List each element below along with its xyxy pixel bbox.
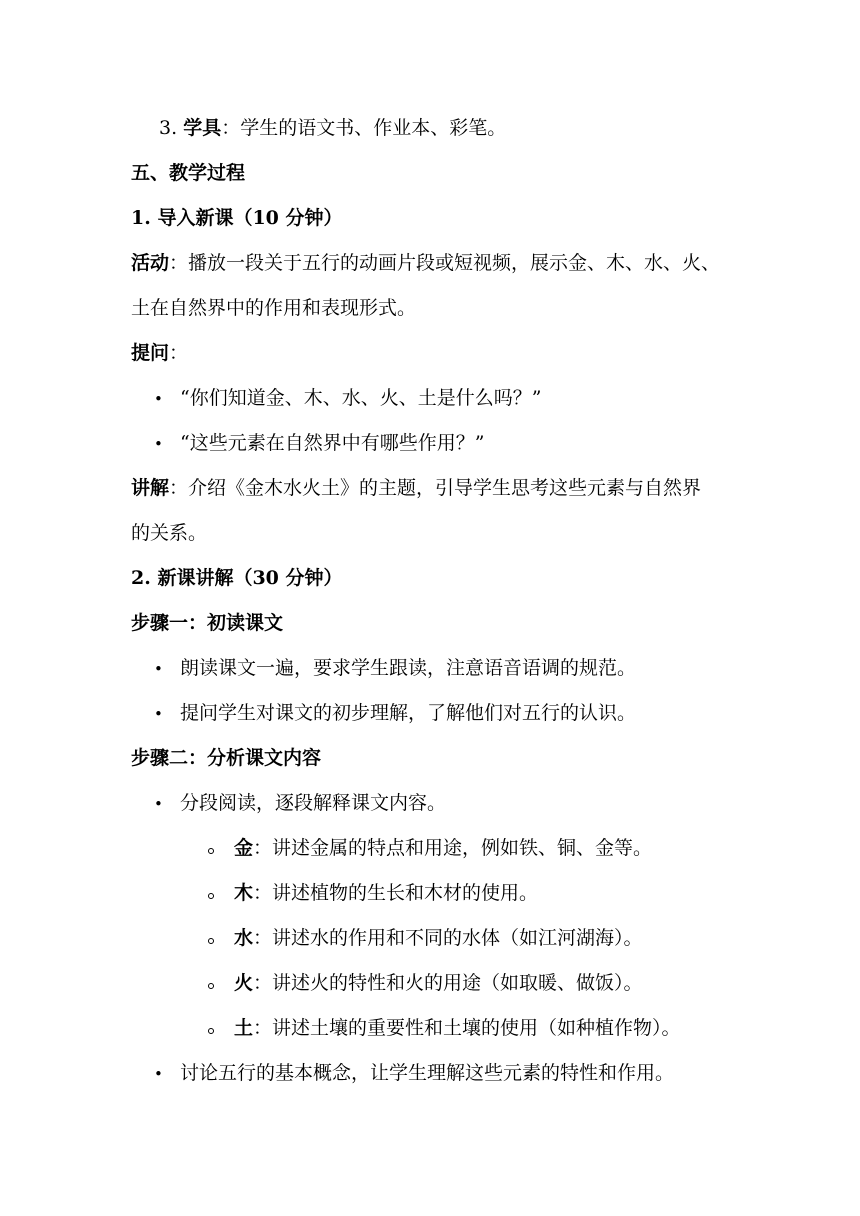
bullet-dot: • bbox=[154, 660, 163, 678]
activity-line-1 bbox=[131, 250, 720, 276]
explain-label: 讲解 bbox=[131, 477, 170, 499]
element-text: ：讲述金属的特点和用途，例如铁、铜、金等。 bbox=[253, 837, 653, 859]
part2-title: 2. 新课讲解（30 分钟） bbox=[131, 567, 343, 589]
element-label: 木 bbox=[234, 882, 254, 904]
bullet-dot: • bbox=[154, 1065, 163, 1083]
explain-text-1: ：介绍《金木水火土》的主题，引导学生思考这些元素与自然界 bbox=[169, 477, 702, 499]
question-label: 提问 bbox=[131, 342, 170, 364]
circle-bullet-icon bbox=[208, 938, 214, 944]
element-label: 水 bbox=[234, 927, 254, 949]
element-item-water bbox=[234, 925, 643, 951]
element-item-gold bbox=[234, 835, 652, 861]
tools-line bbox=[159, 115, 506, 141]
question-item-1: “你们知道金、木、水、火、土是什么吗？” bbox=[180, 387, 542, 409]
explain-line-1 bbox=[131, 475, 701, 501]
element-text: ：讲述火的特性和火的用途（如取暖、做饭）。 bbox=[253, 972, 643, 994]
circle-bullet-icon bbox=[208, 1028, 214, 1034]
question-item-2: “这些元素在自然界中有哪些作用？” bbox=[180, 432, 485, 454]
element-text: ：讲述植物的生长和木材的使用。 bbox=[253, 882, 539, 904]
tools-label: 学具 bbox=[183, 117, 222, 139]
element-label: 土 bbox=[234, 1017, 254, 1039]
question-colon: ： bbox=[169, 342, 189, 364]
part1-title: 1. 导入新课（10 分钟） bbox=[131, 207, 343, 229]
element-item-fire bbox=[234, 970, 643, 996]
circle-bullet-icon bbox=[208, 893, 214, 899]
tools-number: 3. bbox=[159, 117, 178, 139]
activity-text-1: ：播放一段关于五行的动画片段或短视频，展示金、木、水、火、 bbox=[169, 252, 721, 274]
bullet-dot: • bbox=[154, 390, 163, 408]
element-label: 金 bbox=[234, 837, 254, 859]
step2-item-1: 分段阅读，逐段解释课文内容。 bbox=[180, 792, 447, 814]
question-line bbox=[131, 340, 188, 366]
element-label: 火 bbox=[234, 972, 254, 994]
element-text: ：讲述水的作用和不同的水体（如江河湖海）。 bbox=[253, 927, 643, 949]
circle-bullet-icon bbox=[208, 848, 214, 854]
step2-item-2: 讨论五行的基本概念，让学生理解这些元素的特性和作用。 bbox=[180, 1062, 675, 1084]
circle-bullet-icon bbox=[208, 983, 214, 989]
step2-title: 步骤二：分析课文内容 bbox=[131, 747, 322, 769]
tools-text: ：学生的语文书、作业本、彩笔。 bbox=[221, 117, 507, 139]
element-item-earth bbox=[234, 1015, 681, 1041]
section-title: 五、教学过程 bbox=[131, 162, 246, 184]
activity-label: 活动 bbox=[131, 252, 170, 274]
element-text: ：讲述土壤的重要性和土壤的使用（如种植作物）。 bbox=[253, 1017, 681, 1039]
step1-item-2: 提问学生对课文的初步理解，了解他们对五行的认识。 bbox=[180, 702, 637, 724]
step1-item-1: 朗读课文一遍，要求学生跟读，注意语音语调的规范。 bbox=[180, 657, 637, 679]
bullet-dot: • bbox=[154, 795, 163, 813]
element-item-wood bbox=[234, 880, 538, 906]
bullet-dot: • bbox=[154, 435, 163, 453]
activity-line-2: 土在自然界中的作用和表现形式。 bbox=[131, 297, 417, 319]
step1-title: 步骤一：初读课文 bbox=[131, 612, 284, 634]
explain-line-2: 的关系。 bbox=[131, 522, 208, 544]
bullet-dot: • bbox=[154, 705, 163, 723]
